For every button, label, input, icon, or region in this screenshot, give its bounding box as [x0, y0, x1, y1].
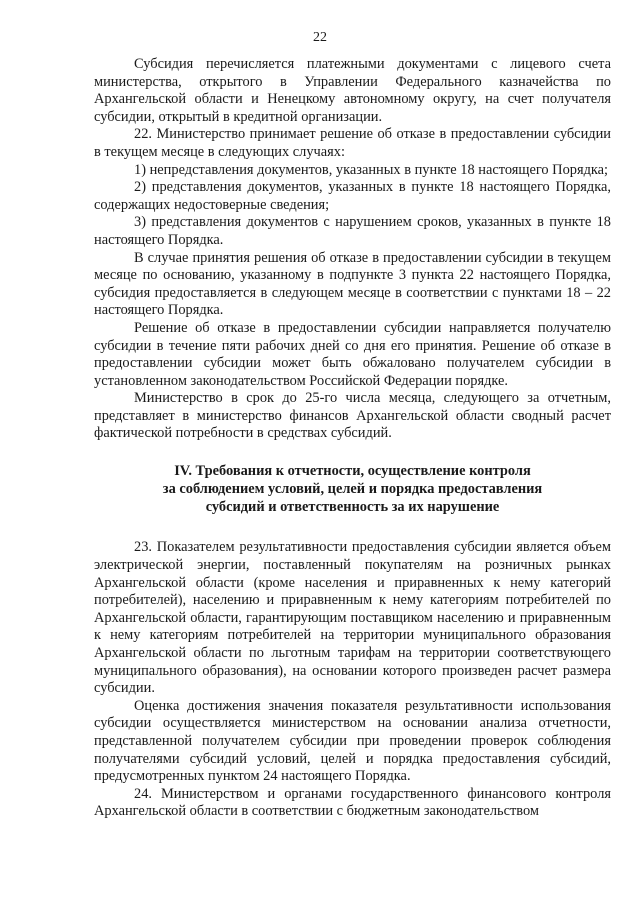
paragraph-ministry-deadline: Министерство в срок до 25-го числа месяца, следующего за отчетным, представляет в министерство финансов Архангельской области сводный расчет фактической потребности в средствах субсидий. [94, 390, 611, 442]
paragraph-23-assessment: Оценка достижения значения показателя результативности использования субсидии осуществляется министерством на основании анализа отчетности, представленной получателем субсидии при проведении проверок соблюдения получателями субсидий условий, целей и порядка предоставления субсидий, предусмотренных пунктом 24 настоящего Порядка. [94, 697, 611, 785]
page-number: 22 [313, 30, 327, 45]
paragraph-22-case-1: 1) непредставления документов, указанных в пункте 18 настоящего Порядка; [134, 161, 609, 178]
section-heading-line: IV. Требования к отчетности, осуществление контроля [174, 463, 531, 480]
document-body [94, 56, 611, 821]
paragraph-refusal-notice: Решение об отказе в предоставлении субсидии направляется получателю субсидии в течение пяти рабочих дней со дня его принятия. Решение об отказе в предоставлении субсидии может быть обжаловано получателем субсидии в установленном законодательством Российской Федерации порядке. [94, 319, 611, 389]
paragraph-23-indicator: 23. Показателем результативности предоставления субсидии является объем электрической энергии, поставленный покупателям на розничных рынках Архангельской области (кроме населения и приравненных к нему категорий потребителей), населению и приравненным к нему категориям потребителей по Архангельской области, гарантирующим поставщиком населению и приравненным к нему категориям потребителей на территории муниципального образования Архангельской области по льготным тарифам на территории соответствующего муниципального образования), на основании которого произведен расчет размера субсидии. [94, 539, 611, 697]
paragraph-22-refusal: 22. Министерство принимает решение об отказе в предоставлении субсидии в текущем месяце в следующих случаях: [94, 126, 611, 160]
section-heading-line: за соблюдением условий, целей и порядка предоставления [162, 480, 543, 497]
section-heading-iv [94, 463, 611, 516]
section-heading-line: субсидий и ответственность за их нарушение [205, 498, 500, 515]
paragraph-24-control: 24. Министерством и органами государственного финансового контроля Архангельской области в соответствии с бюджетным законодательством [94, 785, 611, 820]
paragraph-22-case-3: 3) представления документов с нарушением сроков, указанных в пункте 18 настоящего Порядка. [94, 214, 611, 248]
paragraph-refusal-next-month: В случае принятия решения об отказе в предоставлении субсидии в текущем месяце по основанию, указанному в подпункте 3 пункта 22 настоящего Порядка, субсидия предоставляется в следующем месяце в соответствии с пунктами 18 – 22 настоящего Порядка. [94, 249, 611, 319]
paragraph-subsidy-transfer: Субсидия перечисляется платежными документами с лицевого счета министерства, открытого в Управлении Федерального казначейства по Архангельской области и Ненецкому автономному округу, на счет получателя субсидии, открытый в кредитной организации. [94, 56, 611, 125]
paragraph-22-case-2: 2) представления документов, указанных в пункте 18 настоящего Порядка, содержащих недостоверные сведения; [94, 179, 611, 213]
